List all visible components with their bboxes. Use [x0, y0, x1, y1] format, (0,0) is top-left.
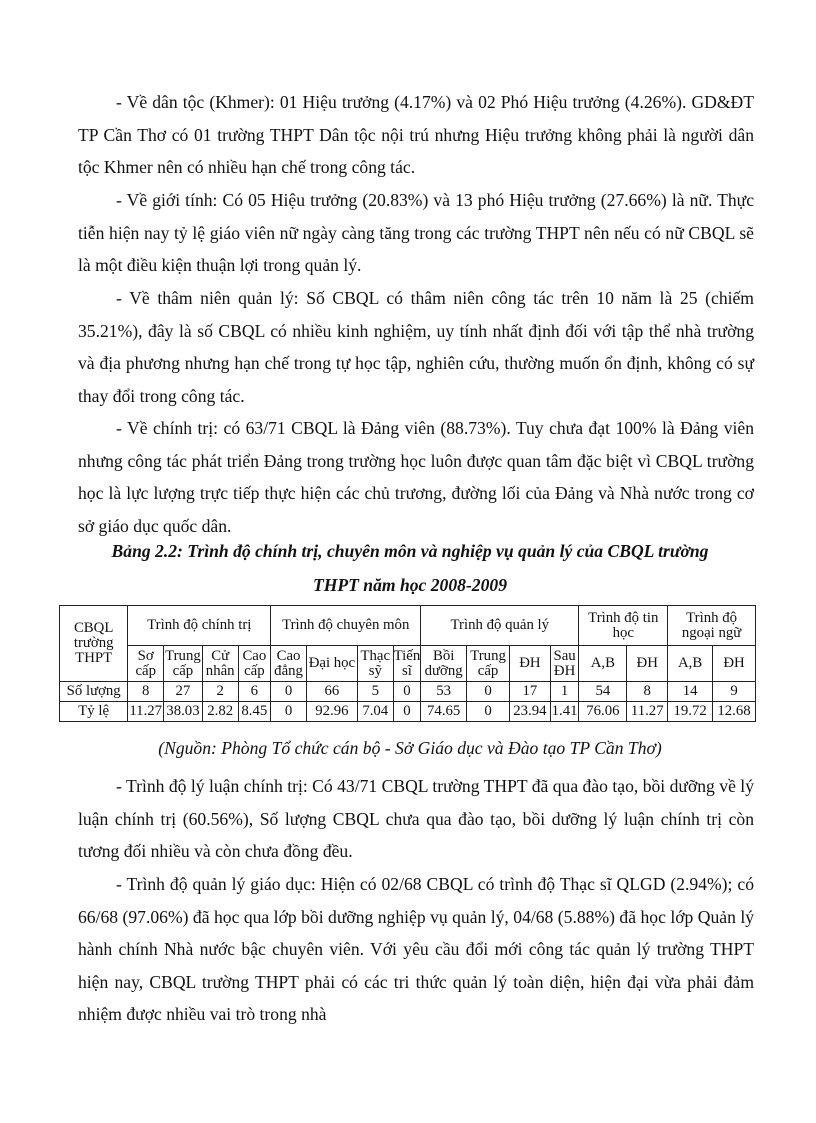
cbql-qualification-table [59, 605, 756, 722]
sub-header: ĐH [509, 646, 550, 682]
table-cell: 0 [467, 682, 510, 702]
paragraph-politics: - Về chính trị: có 63/71 CBQL là Đảng viên (88.73%). Tuy chưa đạt 100% là Đảng viên nhưng công tác phát triển Đảng trong trường học luôn được quan tâm đặc biệt vì CBQL trường học là lực lượng trực tiếp thực hiện các chủ trương, đường lối của Đảng và Nhà nước trong cơ sở giáo dục quốc dân. [78, 418, 754, 536]
sub-header: Thạc sỹ [357, 646, 393, 682]
table-cell: 5 [357, 682, 393, 702]
table-cell: 12.68 [713, 702, 756, 722]
group-header: Trình độ chính trị [128, 606, 271, 646]
sub-header: Tiến sĩ [393, 646, 421, 682]
table-cell: 38.03 [164, 702, 203, 722]
corner-header: CBQL trường THPT [60, 606, 128, 682]
table-cell: 8 [627, 682, 668, 702]
sub-header: Trung cấp [164, 646, 203, 682]
table-cell: 54 [579, 682, 627, 702]
row-label: Tỷ lệ [60, 702, 128, 722]
table-cell: 1.41 [550, 702, 579, 722]
row-label: Số lượng [60, 682, 128, 702]
table-cell: 8 [128, 682, 164, 702]
table-cell: 11.27 [627, 702, 668, 722]
sub-header: Cao đẳng [271, 646, 307, 682]
sub-header: A,B [579, 646, 627, 682]
table-cell: 19.72 [668, 702, 713, 722]
sub-header: Sau ĐH [550, 646, 579, 682]
sub-header: Sơ cấp [128, 646, 164, 682]
group-header: Trình độ tin học [579, 606, 668, 646]
table-cell: 6 [238, 682, 271, 702]
table-cell: 0 [393, 702, 421, 722]
table-cell: 53 [421, 682, 467, 702]
table-source: (Nguồn: Phòng Tổ chức cán bộ - Sở Giáo dục và Đào tạo TP Cần Thơ) [158, 738, 662, 758]
table-cell: 0 [467, 702, 510, 722]
table-cell: 27 [164, 682, 203, 702]
table-cell: 0 [271, 682, 307, 702]
table-cell: 8.45 [238, 702, 271, 722]
paragraph-ethnicity: - Về dân tộc (Khmer): 01 Hiệu trưởng (4.17%) và 02 Phó Hiệu trưởng (4.26%). GD&ĐT TP Cần Thơ có 01 trường THPT Dân tộc nội trú nhưng Hiệu trưởng không phải là người dân tộc Khmer nên có nhiều hạn chế trong công tác. [78, 92, 754, 177]
table-caption-line2: THPT năm học 2008-2009 [312, 575, 507, 595]
sub-header: ĐH [713, 646, 756, 682]
sub-header: A,B [668, 646, 713, 682]
sub-header: ĐH [627, 646, 668, 682]
table-cell: 74.65 [421, 702, 467, 722]
sub-header: Trung cấp [467, 646, 510, 682]
table-cell: 2 [202, 682, 238, 702]
table-cell: 0 [393, 682, 421, 702]
sub-header: Đại học [306, 646, 357, 682]
table-cell: 23.94 [509, 702, 550, 722]
paragraph-seniority: - Về thâm niên quản lý: Số CBQL có thâm niên công tác trên 10 năm là 25 (chiếm 35.21%), đây là số CBQL có nhiều kinh nghiệm, uy tính nhất định đối với tập thể nhà trường và địa phương nhưng hạn chế trong tự học tập, nghiên cứu, thường muốn ổn định, không có sự thay đổi trong công tác. [78, 288, 754, 406]
table-cell: 7.04 [357, 702, 393, 722]
table-cell: 1 [550, 682, 579, 702]
sub-header: Bồi dưỡng [421, 646, 467, 682]
table-caption-line1: Bảng 2.2: Trình độ chính trị, chuyên môn và nghiệp vụ quản lý của CBQL trường [111, 541, 709, 561]
paragraph-management-level: - Trình độ quản lý giáo dục: Hiện có 02/68 CBQL có trình độ Thạc sĩ QLGD (2.94%); có 66/68 (97.06%) đã học qua lớp bồi dưỡng nghiệp vụ quản lý, 04/68 (5.88%) đã học lớp Quản lý hành chính Nhà nước bậc chuyên viên. Với yêu cầu đổi mới công tác quản lý trường THPT hiện nay, CBQL trường THPT phải có các tri thức quản lý toàn diện, hiện đại vừa phải đảm nhiệm được nhiều vai trò trong nhà [78, 874, 754, 1024]
table-cell: 76.06 [579, 702, 627, 722]
paragraph-gender: - Về giới tính: Có 05 Hiệu trưởng (20.83%) và 13 phó Hiệu trưởng (27.66%) là nữ. Thực tiễn hiện nay tỷ lệ giáo viên nữ ngày càng tăng trong các trường THPT nên nếu có nữ CBQL sẽ là một điều kiện thuận lợi trong quản lý. [78, 190, 754, 275]
table-cell: 11.27 [128, 702, 164, 722]
table-cell: 17 [509, 682, 550, 702]
group-header: Trình độ quản lý [421, 606, 579, 646]
sub-header: Cử nhân [202, 646, 238, 682]
table-cell: 66 [306, 682, 357, 702]
table-cell: 0 [271, 702, 307, 722]
table-cell: 9 [713, 682, 756, 702]
paragraph-political-theory: - Trình độ lý luận chính trị: Có 43/71 CBQL trường THPT đã qua đào tạo, bồi dưỡng về lý luận chính trị (60.56%), Số lượng CBQL chưa qua đào tạo, bồi dưỡng lý luận chính trị còn tương đối nhiều và còn chưa đồng đều. [78, 776, 754, 861]
sub-header: Cao cấp [238, 646, 271, 682]
group-header: Trình độ chuyên môn [271, 606, 421, 646]
table-cell: 14 [668, 682, 713, 702]
table-cell: 2.82 [202, 702, 238, 722]
group-header: Trình độ ngoại ngữ [668, 606, 756, 646]
table-cell: 92.96 [306, 702, 357, 722]
